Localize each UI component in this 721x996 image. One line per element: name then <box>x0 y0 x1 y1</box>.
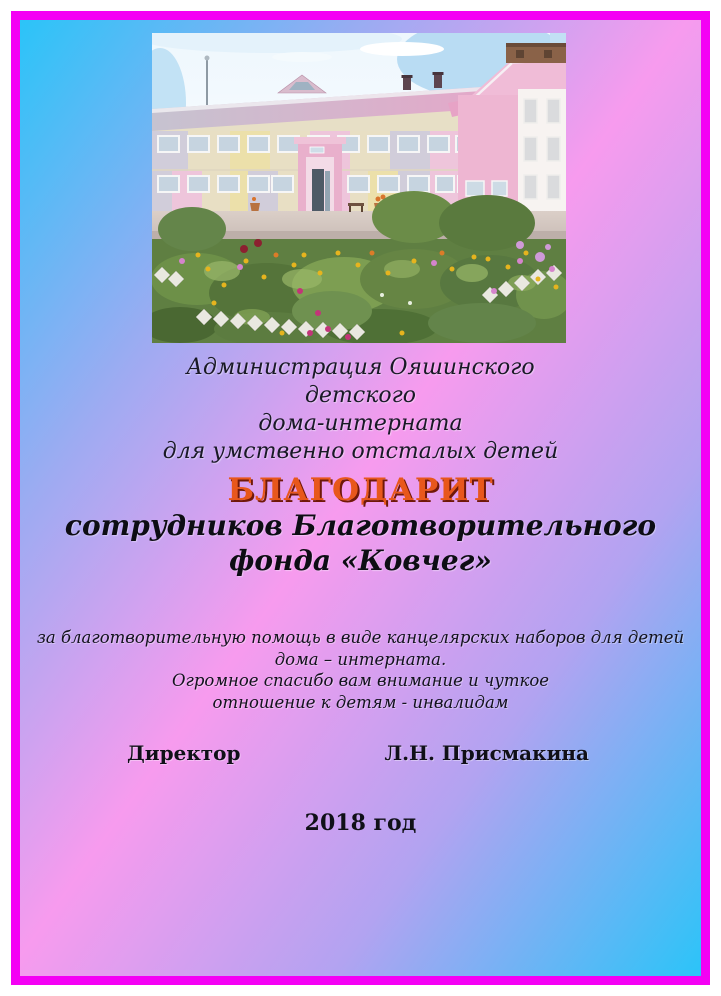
header-line-4: для умственно отсталых детей <box>162 439 559 464</box>
organization-header <box>0 354 721 466</box>
thanks-word: БЛАГОДАРИТ <box>227 472 494 508</box>
year-line: 2018 год <box>304 810 417 836</box>
body-line-4: отношение к детям - инвалидам <box>212 692 509 712</box>
body-line-3: Огромное спасибо вам внимание и чуткое <box>171 671 550 690</box>
school-building-photo <box>152 33 566 343</box>
body-line-1: за благотворительную помощь в виде канцелярских наборов для детей <box>36 628 685 647</box>
signature-row <box>127 741 589 765</box>
gratitude-text <box>0 627 721 713</box>
header-line-2: детского <box>305 383 416 408</box>
signature-name: Л.Н. Присмакина <box>384 741 589 765</box>
recipient-line-2: фонда «Ковчег» <box>229 544 492 577</box>
header-line-3: дома-интерната <box>258 411 463 436</box>
signature-role: Директор <box>127 741 241 765</box>
body-line-2: дома – интерната. <box>274 649 447 669</box>
recipient-line-1: сотрудников Благотворительного <box>64 509 657 542</box>
header-line-1: Администрация Ояшинского <box>186 355 535 380</box>
recipient-name <box>0 508 721 578</box>
